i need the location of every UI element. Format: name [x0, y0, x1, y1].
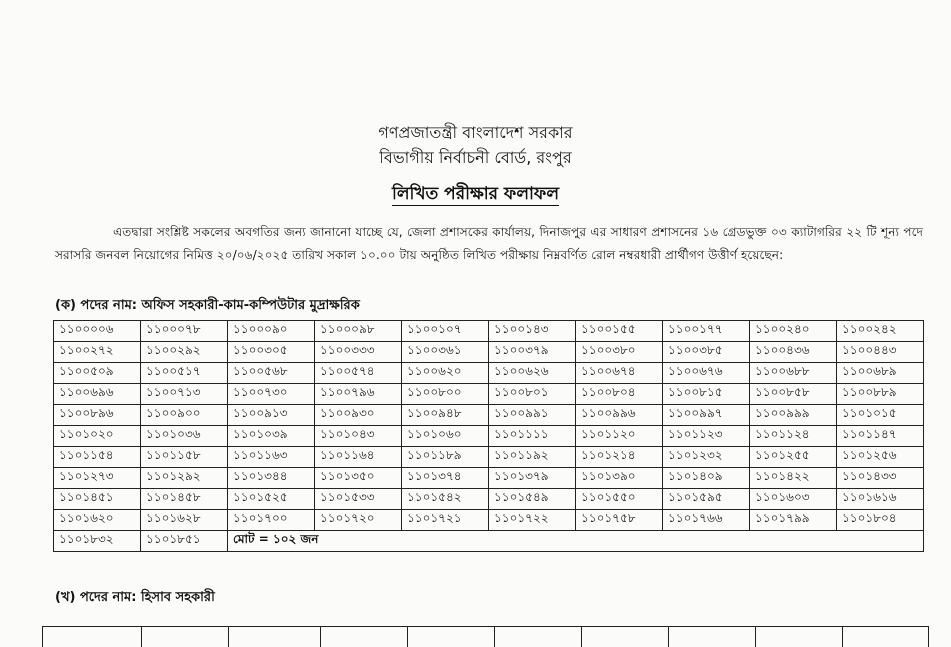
roll-number-cell: ১১০১৩৭৯: [489, 468, 576, 489]
table-b-divider: [842, 627, 843, 647]
roll-number-cell: ১১০০৬৯৬: [54, 384, 141, 405]
table-b-divider: [494, 627, 495, 647]
roll-number-cell: ১১০১৭৯৯: [750, 510, 837, 531]
roll-number-cell: ১১০১৩৪৪: [228, 468, 315, 489]
roll-number-cell: ১১০০২৪০: [750, 321, 837, 342]
roll-number-cell: ১১০০০০৬: [54, 321, 141, 342]
roll-number-cell: ১১০০৫১৭: [141, 363, 228, 384]
section-a-heading: (ক) পদের নাম: অফিস সহকারী-কাম-কম্পিউটার মুদ্রাক্ষরিক: [55, 298, 360, 313]
roll-number-cell: ১১০১৫৯৫: [663, 489, 750, 510]
table-b-divider: [581, 627, 582, 647]
roll-number-cell: ১১০০৩৬১: [402, 342, 489, 363]
table-row: [54, 321, 924, 342]
roll-number-cell: ১১০০৩৩৩: [315, 342, 402, 363]
roll-number-cell: ১১০১৫৫০: [576, 489, 663, 510]
roll-number-cell: ১১০০২৯২: [141, 342, 228, 363]
roll-number-cell: ১১০১৬১৬: [837, 489, 924, 510]
roll-number-cell: ১১০১৭২১: [402, 510, 489, 531]
roll-number-cell: ১১০১৪২২: [750, 468, 837, 489]
roll-number-cell: ১১০১৭২০: [315, 510, 402, 531]
roll-number-cell: ১১০০৮০০: [402, 384, 489, 405]
roll-number-cell: ১১০১১৪৭: [837, 426, 924, 447]
table-b-divider: [407, 627, 408, 647]
roll-number-cell: ১১০১৩৭৪: [402, 468, 489, 489]
roll-number-cell: ১১০০১৭৭: [663, 321, 750, 342]
table-row: [54, 468, 924, 489]
roll-number-cell: ১১০১৫৩৩: [315, 489, 402, 510]
roll-number-cell: ১১০১২১৪: [576, 447, 663, 468]
table-b-divider: [228, 627, 229, 647]
roll-number-cell: ১১০১১২০: [576, 426, 663, 447]
roll-number-cell: ১১০১৬২৮: [141, 510, 228, 531]
roll-number-cell: ১১০১৭৬৬: [663, 510, 750, 531]
roll-number-cell: ১১০০৬২০: [402, 363, 489, 384]
roll-number-cell: ১১০০২৪২: [837, 321, 924, 342]
table-b-divider: [320, 627, 321, 647]
roll-number-cell: ১১০১৮০৪: [837, 510, 924, 531]
roll-number-cell: ১১০১৩৯০: [576, 468, 663, 489]
table-b-divider: [141, 627, 142, 647]
roll-number-cell: ১১০১২৩২: [663, 447, 750, 468]
notice-paragraph: এতদ্বারা সংশ্লিষ্ট সকলের অবগতির জন্য জানানো যাচ্ছে যে, জেলা প্রশাসকের কার্যালয়, দিনাজপুর এর সাধারণ প্রশাসনের ১৬ গ্রেডভুক্ত ০৩ ক্যাটাগরির ২২ টি শূন্য পদে সরাসরি জনবল নিয়োগের নিমিত্ত ২০/০৬/২০২৫ তারিখ সকাল ১০.০০ টায় অনুষ্ঠিত লিখিত পরীক্ষায় নিম্নবর্ণিত রোল নম্বরধারী প্রার্থীগণ উত্তীর্ণ হয়েছেন:: [55, 225, 923, 262]
table-row: [54, 384, 924, 405]
roll-number-cell: ১১০০৩৮৫: [663, 342, 750, 363]
table-row: [54, 426, 924, 447]
roll-number-cell: ১১০১১৮৯: [402, 447, 489, 468]
roll-number-cell: ১১০১৫২৫: [228, 489, 315, 510]
roll-number-cell: ১১০০৯৯৯: [750, 405, 837, 426]
roll-number-cell: ১১০১৮৩২: [54, 531, 141, 552]
roll-number-cell: ১১০০৬৮৯: [837, 363, 924, 384]
roll-number-cell: ১১০১০২০: [54, 426, 141, 447]
roll-number-cell: ১১০১১২৪: [750, 426, 837, 447]
roll-number-cell: ১১০০৮০১: [489, 384, 576, 405]
roll-number-cell: ১১০০৩০৫: [228, 342, 315, 363]
roll-number-cell: ১১০০৮৮৯: [837, 384, 924, 405]
table-row: [54, 342, 924, 363]
table-row: [54, 510, 924, 531]
roll-number-cell: ১১০০১০৭: [402, 321, 489, 342]
roll-number-cell: ১১০১৩৫০: [315, 468, 402, 489]
roll-number-cell: ১১০০৬৮৮: [750, 363, 837, 384]
roll-number-cell: ১১০০৬৭৬: [663, 363, 750, 384]
roll-number-cell: ১১০১২৭৩: [54, 468, 141, 489]
table-row: [54, 363, 924, 384]
table-row: [54, 489, 924, 510]
roll-number-cell: ১১০১৭২২: [489, 510, 576, 531]
roll-number-cell: ১১০০০৯০: [228, 321, 315, 342]
roll-number-cell: ১১০১০৪৩: [315, 426, 402, 447]
roll-number-cell: ১১০১০৩৯: [228, 426, 315, 447]
roll-number-cell: ১১০০৩৭৯: [489, 342, 576, 363]
roll-number-cell: ১১০০৭১৩: [141, 384, 228, 405]
roll-number-cell: ১১০০৬৭৪: [576, 363, 663, 384]
roll-number-cell: ১১০০৯৯৬: [576, 405, 663, 426]
roll-number-cell: ১১০১০৬০: [402, 426, 489, 447]
roll-number-cell: ১১০০৫০৯: [54, 363, 141, 384]
roll-number-cell: ১১০০৯১৩: [228, 405, 315, 426]
roll-number-cell: ১১০০৮০৪: [576, 384, 663, 405]
results-table-b: [42, 626, 929, 647]
roll-number-cell: ১১০১১৬৪: [315, 447, 402, 468]
section-b-heading: (খ) পদের নাম: হিসাব সহকারী: [55, 590, 215, 605]
roll-number-cell: ১১০১৭০০: [228, 510, 315, 531]
roll-number-cell: ১১০০১৪৩: [489, 321, 576, 342]
roll-number-cell: ১১০০৪৪৩: [837, 342, 924, 363]
roll-number-cell: ১১০০৯৩০: [315, 405, 402, 426]
government-name: গণপ্রজাতন্ত্রী বাংলাদেশ সরকার: [378, 123, 573, 142]
roll-number-cell: ১১০১২৫৫: [750, 447, 837, 468]
roll-number-cell: ১১০০৫৭৪: [315, 363, 402, 384]
roll-number-cell: ১১০১৪৫৮: [141, 489, 228, 510]
roll-number-cell: ১১০০৪৩৬: [750, 342, 837, 363]
roll-number-cell: ১১০০১৫৫: [576, 321, 663, 342]
roll-number-cell: ১১০১৪৫১: [54, 489, 141, 510]
roll-number-cell: ১১০১০১৫: [837, 405, 924, 426]
roll-number-cell: ১১০১০৩৬: [141, 426, 228, 447]
total-count: মোট = ১০২ জন: [228, 531, 924, 552]
roll-number-cell: ১১০১৪০৯: [663, 468, 750, 489]
roll-number-cell: ১১০১৭৫৮: [576, 510, 663, 531]
roll-number-cell: ১১০০৩৮০: [576, 342, 663, 363]
roll-number-cell: ১১০০৮৫৮: [750, 384, 837, 405]
roll-number-cell: ১১০১১৬৩: [228, 447, 315, 468]
roll-number-cell: ১১০০৭৯৬: [315, 384, 402, 405]
table-b-divider: [668, 627, 669, 647]
table-row: [54, 531, 924, 552]
table-row: [54, 447, 924, 468]
roll-number-cell: ১১০১৪৩৩: [837, 468, 924, 489]
results-table-a: [53, 320, 924, 552]
roll-number-cell: ১১০০০৭৮: [141, 321, 228, 342]
roll-number-cell: ১১০১১৫৮: [141, 447, 228, 468]
roll-number-cell: ১১০১১৯২: [489, 447, 576, 468]
roll-number-cell: ১১০০৭৩০: [228, 384, 315, 405]
table-row: [54, 405, 924, 426]
roll-number-cell: ১১০১৬২০: [54, 510, 141, 531]
roll-number-cell: ১১০১১১১: [489, 426, 576, 447]
table-b-divider: [755, 627, 756, 647]
roll-number-cell: ১১০০২৭২: [54, 342, 141, 363]
roll-number-cell: ১১০১১২৩: [663, 426, 750, 447]
roll-number-cell: ১১০০৬২৬: [489, 363, 576, 384]
roll-number-cell: ১১০১৫৪৯: [489, 489, 576, 510]
roll-number-cell: ১১০১৬০৩: [750, 489, 837, 510]
roll-number-cell: ১১০১৫৪২: [402, 489, 489, 510]
roll-number-cell: ১১০১৮৫১: [141, 531, 228, 552]
roll-number-cell: ১১০১২৫৬: [837, 447, 924, 468]
board-name: বিভাগীয় নির্বাচনী বোর্ড, রংপুর: [379, 148, 572, 167]
roll-number-cell: ১১০০৯৯১: [489, 405, 576, 426]
roll-number-cell: ১১০০৯৯৭: [663, 405, 750, 426]
roll-number-cell: ১১০০৯০০: [141, 405, 228, 426]
roll-number-cell: ১১০০৮১৫: [663, 384, 750, 405]
roll-number-cell: ১১০১২৯২: [141, 468, 228, 489]
roll-number-cell: ১১০১১৫৪: [54, 447, 141, 468]
roll-number-cell: ১১০০৮৯৬: [54, 405, 141, 426]
roll-number-cell: ১১০০০৯৮: [315, 321, 402, 342]
page-title: [0, 181, 951, 209]
roll-number-cell: ১১০০৯৪৮: [402, 405, 489, 426]
page-title-text: লিখিত পরীক্ষার ফলাফল: [391, 184, 560, 204]
roll-number-cell: ১১০০৫৬৮: [228, 363, 315, 384]
results-table-body: [54, 321, 924, 552]
